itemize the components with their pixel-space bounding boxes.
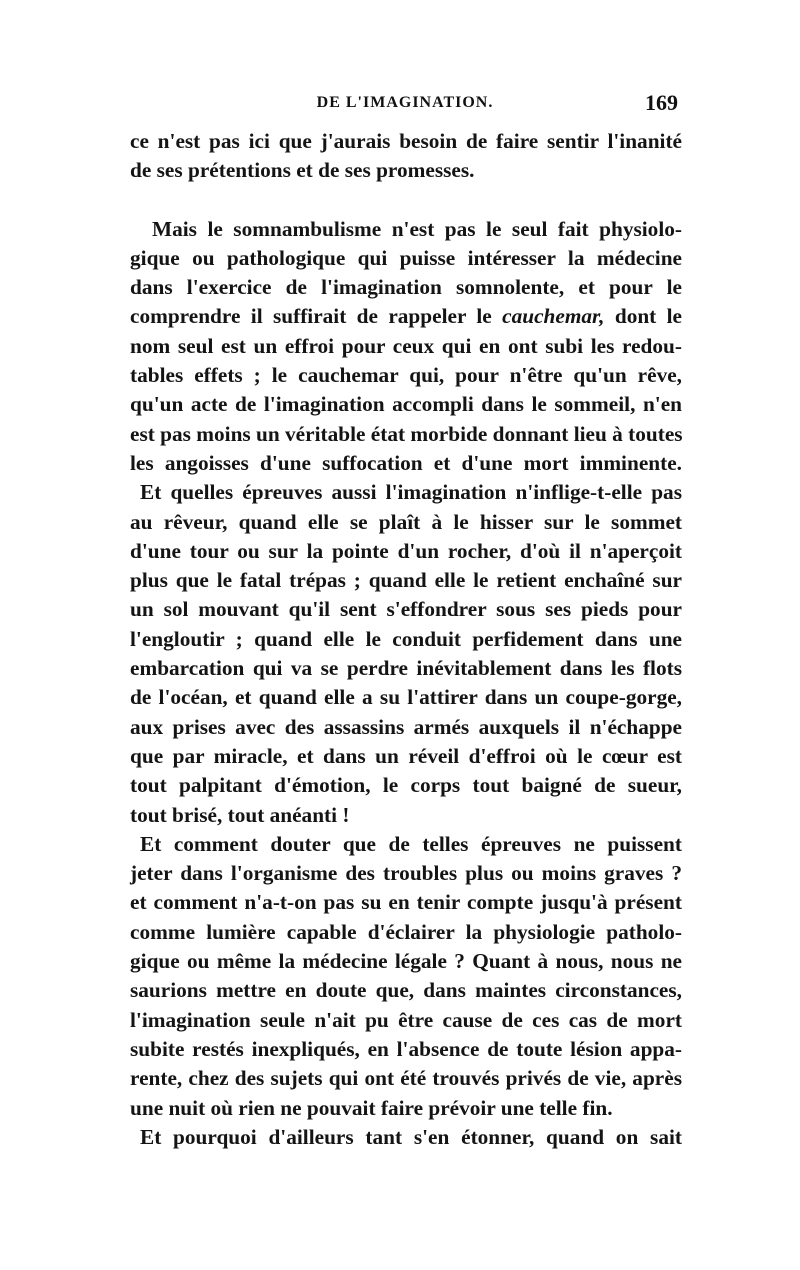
text-line: embarcation qui va se perdre inévitablement dans les flots [130, 656, 682, 681]
text-line: de l'océan, et quand elle a su l'attirer dans un coupe-gorge, [130, 685, 682, 710]
text-line: Et pourquoi d'ailleurs tant s'en étonner, quand on sait [140, 1124, 682, 1149]
paragraph-gap [130, 186, 682, 215]
text-line: saurions mettre en doute que, dans maintes circonstances, [130, 978, 682, 1003]
text-line: ce n'est pas ici que j'aurais besoin de faire sentir l'inanité [130, 129, 682, 153]
paragraph-3 [130, 478, 682, 830]
text-line: et comment n'a-t-on pas su en tenir compte jusqu'à présent [130, 890, 682, 915]
text-line: gique ou même la médecine légale ? Quant à nous, nous ne [130, 949, 682, 974]
paragraph-4 [130, 830, 682, 1123]
text-line: gique ou pathologique qui puisse intéresser la médecine [130, 245, 682, 270]
text-line: que par miracle, et dans un réveil d'effroi où le cœur est [130, 743, 682, 768]
paragraph-2 [130, 215, 682, 479]
text-line: plus que le fatal trépas ; quand elle le retient enchaîné sur [130, 568, 682, 593]
text-line: jeter dans l'organisme des troubles plus ou moins graves ? [130, 861, 682, 886]
text-line: de ses prétentions et de ses promesses. [130, 158, 475, 183]
text-line: tout palpitant d'émotion, le corps tout baigné de sueur, [130, 773, 682, 798]
text-segment: dont le [604, 304, 683, 329]
text-line: subite restés inexpliqués, en l'absence de toute lésion appa- [130, 1036, 682, 1061]
text-line: une nuit où rien ne pouvait faire prévoir une telle fin. [130, 1095, 613, 1120]
text-line: tables effets ; le cauchemar qui, pour n'être qu'un rêve, [130, 363, 682, 388]
text-line: un sol mouvant qu'il sent s'effondrer sous ses pieds pour [130, 597, 682, 622]
page-number: 169 [645, 90, 678, 115]
text-line: l'engloutir ; quand elle le conduit perfidement dans une [130, 626, 682, 651]
text-line: rente, chez des sujets qui ont été trouvés privés de vie, après [130, 1066, 682, 1091]
text-line: nom seul est un effroi pour ceux qui en ont subi les redou- [130, 333, 682, 358]
text-line: les angoisses d'une suffocation et d'une mort imminente. [130, 450, 682, 475]
text-line: Mais le somnambulisme n'est pas le seul fait physiolo- [152, 216, 682, 241]
running-title: DE L'IMAGINATION. [316, 94, 494, 111]
paragraph-1 [130, 127, 682, 186]
paragraph-5 [130, 1123, 682, 1152]
italic-word-cauchemar: cauchemar, [502, 304, 605, 329]
text-line: est pas moins un véritable état morbide donnant lieu à toutes [130, 421, 683, 446]
text-line-with-italic [130, 302, 682, 331]
running-head [130, 92, 680, 122]
text-line: comme lumière capable d'éclairer la physiologie patholo- [130, 919, 682, 944]
text-line: d'une tour ou sur la pointe d'un rocher, d'où il n'aperçoit [130, 538, 682, 563]
text-line: aux prises avec des assassins armés auxquels il n'échappe [130, 714, 682, 739]
text-line: dans l'exercice de l'imagination somnolente, et pour le [130, 275, 682, 300]
text-segment: comprendre il suffirait de rappeler le [130, 304, 492, 329]
text-line: Et comment douter que de telles épreuves ne puissent [140, 831, 682, 856]
text-line: tout brisé, tout anéanti ! [130, 802, 350, 827]
body-text [130, 127, 682, 1152]
text-line: au rêveur, quand elle se plaît à le hisser sur le sommet [130, 509, 682, 534]
text-line: l'imagination seule n'ait pu être cause de ces cas de mort [130, 1007, 682, 1032]
text-line: Et quelles épreuves aussi l'imagination n'inflige-t-elle pas [140, 480, 682, 505]
text-line: qu'un acte de l'imagination accompli dans le sommeil, n'en [130, 392, 682, 417]
